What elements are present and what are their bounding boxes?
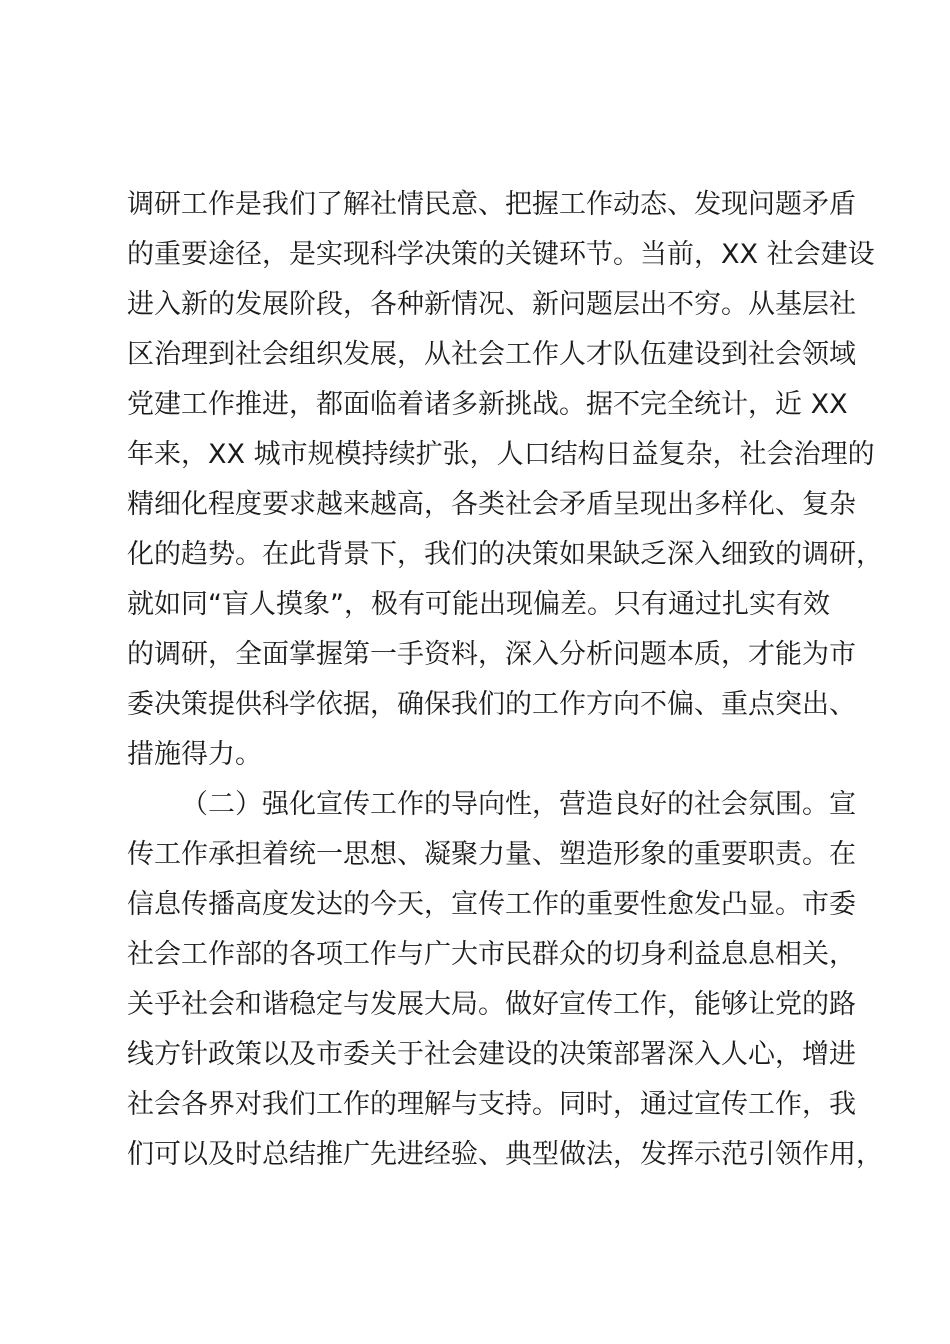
paragraph-line: 年来，XX 城市规模持续扩张，人口结构日益复杂，社会治理的 <box>127 439 875 470</box>
paragraph-line: 精细化程度要求越来越高，各类社会矛盾呈现出多样化、复杂 <box>127 489 856 520</box>
paragraph-line: 关乎社会和谐稳定与发展大局。做好宣传工作，能够让党的路 <box>127 989 856 1020</box>
paragraph-line: 区治理到社会组织发展，从社会工作人才队伍建设到社会领域 <box>127 339 856 370</box>
paragraph-line: 社会各界对我们工作的理解与支持。同时，通过宣传工作，我 <box>127 1089 856 1120</box>
paragraph-line: 信息传播高度发达的今天，宣传工作的重要性愈发凸显。市委 <box>127 889 856 920</box>
paragraph-line: 党建工作推进，都面临着诸多新挑战。据不完全统计，近 XX <box>127 389 848 420</box>
paragraph-line: 措施得力。 <box>127 739 262 770</box>
section-heading-line: （二）强化宣传工作的导向性，营造良好的社会氛围。宣 <box>181 789 856 820</box>
paragraph-line: 就如同“盲人摸象”，极有可能出现偏差。只有通过扎实有效 <box>127 589 830 620</box>
paragraph-line: 进入新的发展阶段，各种新情况、新问题层出不穷。从基层社 <box>127 289 856 320</box>
paragraph-line: 化的趋势。在此背景下，我们的决策如果缺乏深入细致的调研， <box>127 539 883 570</box>
paragraph-line: 的调研，全面掌握第一手资料，深入分析问题本质，才能为市 <box>127 639 856 670</box>
paragraph-line: 调研工作是我们了解社情民意、把握工作动态、发现问题矛盾 <box>127 189 856 220</box>
paragraph-line: 社会工作部的各项工作与广大市民群众的切身利益息息相关， <box>127 939 856 970</box>
paragraph-line: 的重要途径，是实现科学决策的关键环节。当前，XX 社会建设 <box>127 239 875 270</box>
paragraph-line: 委决策提供科学依据，确保我们的工作方向不偏、重点突出、 <box>127 689 856 720</box>
paragraph-line: 线方针政策以及市委关于社会建设的决策部署深入人心，增进 <box>127 1039 856 1070</box>
paragraph-line: 传工作承担着统一思想、凝聚力量、塑造形象的重要职责。在 <box>127 839 856 870</box>
body-text <box>127 180 883 1180</box>
paragraph-line: 们可以及时总结推广先进经验、典型做法，发挥示范引领作用， <box>127 1139 883 1170</box>
